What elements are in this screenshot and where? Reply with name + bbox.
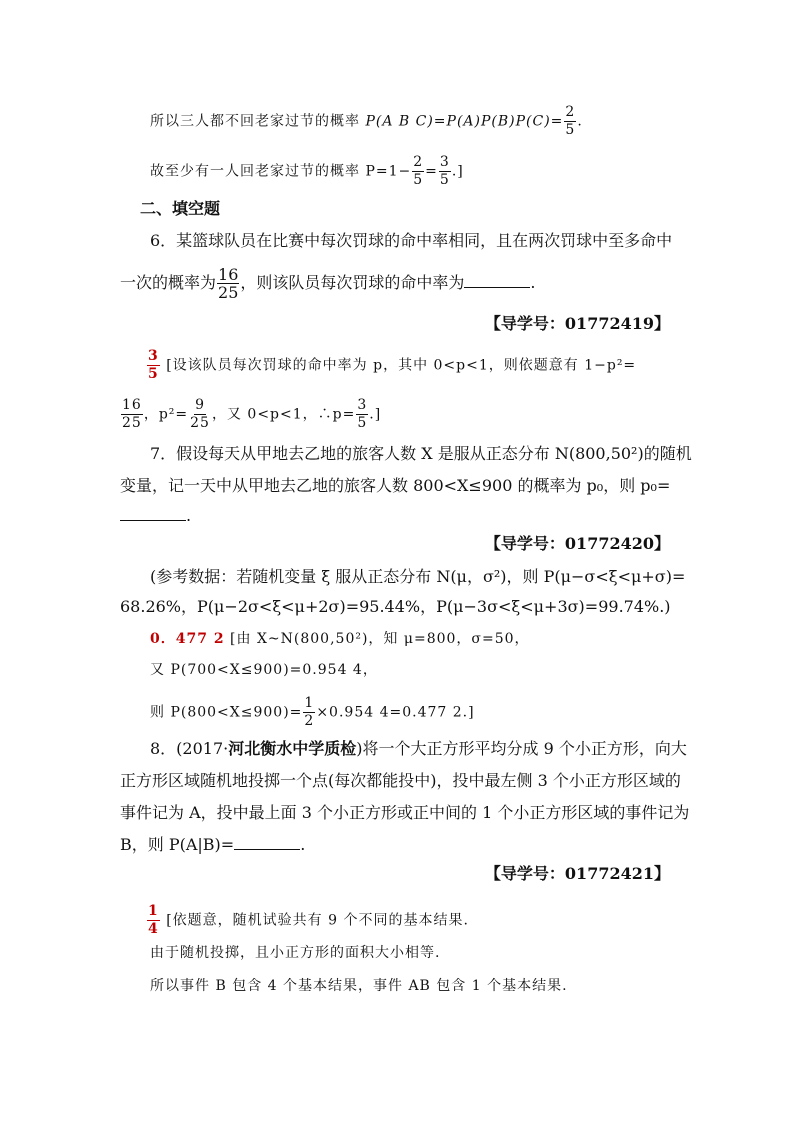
- q8-source: 河北衡水中学质检: [228, 739, 357, 758]
- q6-solution-text: [设该队员每次罚球的命中率为 p，其中 0<p<1，则依题意有 1−p²=: [166, 357, 637, 374]
- q6-line-2-suffix: ，则该队员每次罚球的命中率为: [240, 273, 465, 292]
- fraction-numerator: 1: [304, 695, 315, 711]
- q8-line-4: [120, 834, 305, 856]
- q6-line-2-text: 一次的概率为: [120, 273, 217, 292]
- q7-line-3: [120, 505, 191, 527]
- fraction-denominator: 4: [148, 921, 159, 937]
- period: .: [300, 835, 306, 854]
- q8-line-1-text: )将一个大正方形平均分成 9 个小正方形，向大: [356, 739, 687, 758]
- equals: =: [425, 163, 438, 180]
- fraction: [217, 266, 239, 301]
- fraction-numerator: 3: [148, 348, 159, 364]
- fraction-denominator: 5: [413, 172, 424, 188]
- q6-solution-text: ，p²=: [143, 406, 189, 423]
- prev-line-1-math: P(A B C)=P(A)P(B)P(C)=: [365, 113, 564, 130]
- q8-solution-3: 所以事件 B 包含 4 个基本结果，事件 AB 包含 1 个基本结果.: [150, 978, 568, 994]
- closing-bracket: .]: [369, 406, 382, 423]
- answer-blank: [234, 835, 300, 850]
- q7-line-2: 变量，记一天中从甲地去乙地的旅客人数 800<X≤900 的概率为 p₀，则 p₀=: [120, 476, 671, 495]
- period: .: [186, 506, 192, 525]
- q8-line-1-text: 8．(2017·: [150, 739, 229, 758]
- q8-line-2: 正方形区域随机地投掷一个点(每次都能投中)，投中最左侧 3 个小正方形区域的: [120, 771, 681, 790]
- fraction-numerator: 3: [357, 397, 368, 413]
- fraction: [356, 397, 368, 432]
- closing-bracket: .]: [451, 163, 464, 180]
- q8-line-3: 事件记为 A，投中最上面 3 个小正方形或正中间的 1 个小正方形区域的事件记为: [120, 803, 690, 822]
- q8-solution-2: 由于随机投掷，且小正方形的面积大小相等.: [150, 945, 441, 961]
- answer-fraction: [147, 903, 160, 938]
- q6-line-1: 6．某篮球队员在比赛中每次罚球的命中率相同，且在两次罚球中至多命中: [150, 231, 673, 250]
- fraction: [564, 104, 576, 139]
- fraction-numerator: 16: [122, 397, 142, 413]
- q8-code: 【导学号：01772421】: [484, 864, 670, 883]
- fraction: [412, 154, 424, 189]
- answer-blank: [120, 506, 186, 521]
- q8-line-1: [150, 738, 687, 760]
- q6-solution-2: [120, 397, 381, 432]
- q8-solution-text: [依题意，随机试验共有 9 个不同的基本结果.: [166, 912, 469, 929]
- fraction-denominator: 25: [190, 415, 210, 431]
- q7-solution-2: 又 P(700<X≤900)=0.954 4，: [150, 662, 378, 678]
- q6-code: 【导学号：01772419】: [484, 314, 670, 333]
- q7-answer: 0．477 2: [150, 631, 225, 647]
- prev-line-2: [150, 154, 464, 189]
- fraction-denominator: 5: [357, 415, 368, 431]
- fraction-numerator: 9: [195, 397, 206, 413]
- fraction-numerator: 16: [218, 265, 239, 284]
- q7-code: 【导学号：01772420】: [484, 534, 670, 553]
- q7-solution-text: 则 P(800<X≤900)=: [150, 704, 303, 721]
- period: .: [530, 273, 536, 292]
- period: .: [577, 113, 583, 130]
- q8-solution-1: [146, 903, 469, 938]
- fraction-numerator: 3: [439, 154, 450, 170]
- fraction-denominator: 5: [439, 172, 450, 188]
- answer-fraction: [147, 348, 160, 383]
- q7-solution-text: [由 X~N(800,50²)，知 μ=800，σ=50，: [230, 631, 530, 647]
- q7-reference-1: (参考数据：若随机变量 ξ 服从正态分布 N(μ，σ²)，则 P(μ−σ<ξ<μ+σ)=: [150, 567, 686, 586]
- q7-solution-text: ×0.954 4=0.477 2.]: [316, 704, 475, 721]
- q6-solution-text: ，又 0<p<1，∴p=: [211, 406, 356, 423]
- fraction-numerator: 2: [565, 104, 576, 120]
- q6-solution-1: [146, 348, 636, 383]
- prev-line-2-text: 故至少有一人回老家过节的概率 P=1−: [150, 163, 412, 180]
- fraction-denominator: 5: [148, 366, 159, 382]
- section-heading: 二、填空题: [140, 199, 221, 218]
- q7-line-1: 7．假设每天从甲地去乙地的旅客人数 X 是服从正态分布 N(800,50²)的随机: [150, 444, 692, 463]
- fraction: [189, 397, 211, 432]
- q7-solution-1: [150, 628, 530, 650]
- q8-line-4-text: B，则 P(A|B)=: [120, 835, 235, 854]
- q6-line-2: [120, 266, 535, 301]
- prev-line-1: [150, 104, 583, 139]
- fraction-numerator: 2: [413, 154, 424, 170]
- fraction-denominator: 25: [122, 415, 142, 431]
- fraction: [303, 695, 315, 730]
- prev-line-1-text: 所以三人都不回老家过节的概率: [150, 113, 366, 130]
- answer-blank: [464, 273, 530, 288]
- fraction-numerator: 1: [148, 903, 159, 919]
- fraction: [121, 397, 143, 432]
- q7-reference-2: 68.26%，P(μ−2σ<ξ<μ+2σ)=95.44%，P(μ−3σ<ξ<μ+3σ)=99.74%.): [120, 597, 671, 616]
- fraction-denominator: 5: [565, 122, 576, 138]
- fraction-denominator: 2: [304, 713, 315, 729]
- fraction: [439, 154, 451, 189]
- q7-solution-3: [150, 695, 475, 730]
- fraction-denominator: 25: [218, 283, 239, 302]
